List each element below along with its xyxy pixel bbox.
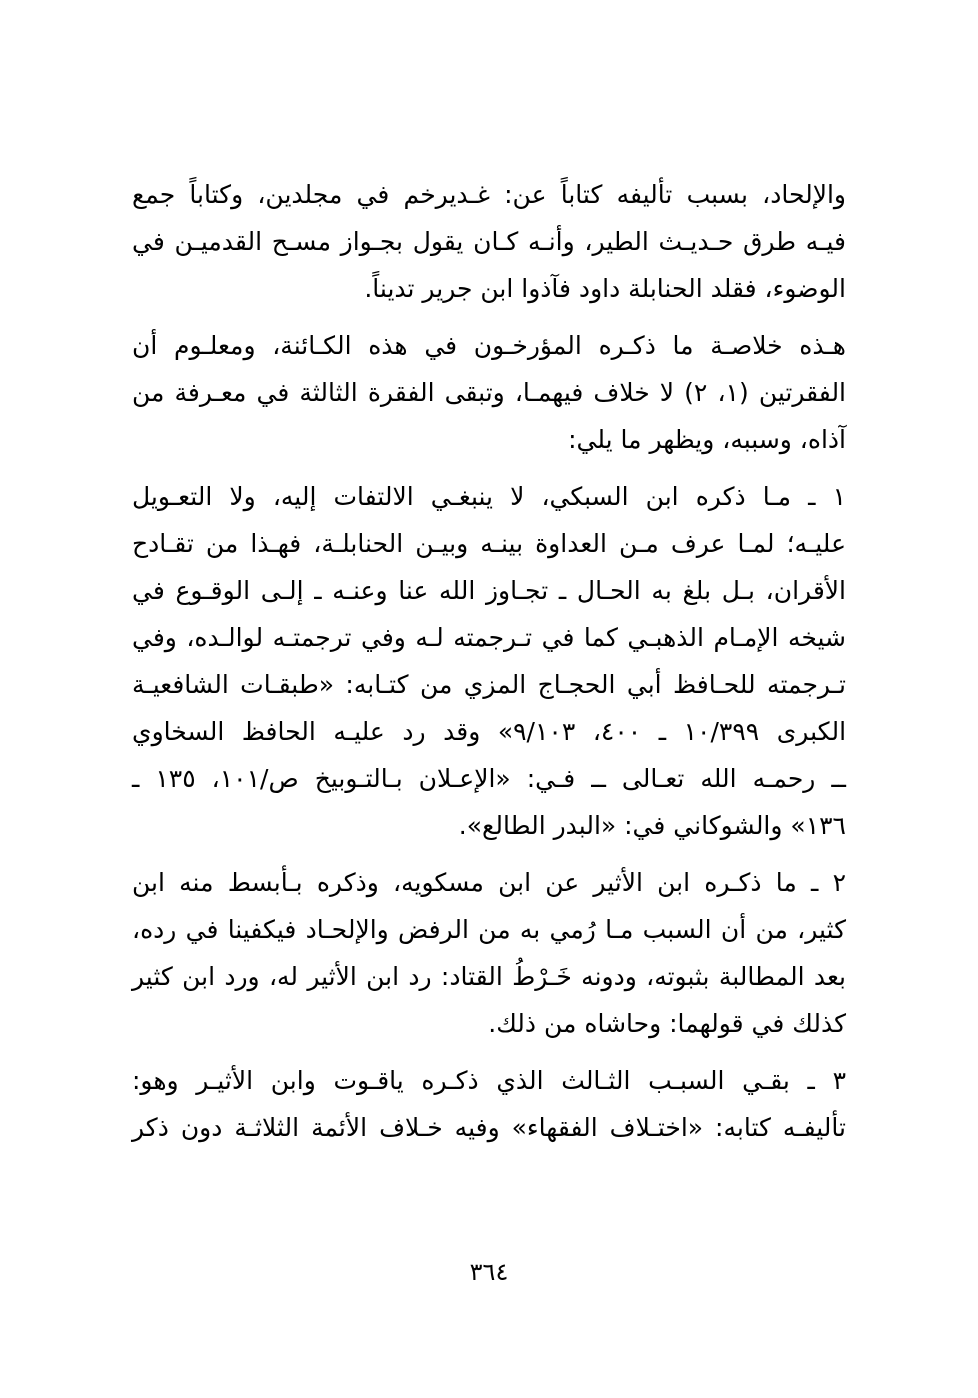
text-line: ١٣٦» والشوكاني في: «البدر الطالع». [458,811,846,840]
paragraph [132,859,846,1047]
text-line: والإلحاد، بسبب تأليفه كتاباً عن: غـديرخم في مجلدين، وكتاباً جمع [132,180,846,209]
paragraph [132,1057,846,1151]
text-line: ٢ ـ ما ذكـره ابن الأثير عن ابن مسكويه، وذكره بـأبسط منه ابن [132,868,846,897]
text-line: ١ ـ مـا ذكره ابن السبكي، لا ينبغـي الالتفات إليه، ولا التعـويل [132,482,846,511]
text-line: الأقران، بـل بلغ به الحـال ـ تجـاوز الله عنا وعنـه ـ إلـى الوقـوع في [132,576,846,605]
page-number: ٣٦٤ [469,1258,509,1286]
text-line: كذلك في قولهما: وحاشاه من ذلك. [488,1009,846,1038]
text-line: الوضوء، فقلد الحنابلة داود فآذوا ابن جرير تديناً. [364,274,846,303]
text-line: بعد المطالبة بثبوته، ودونه خَـرْطُ القتاد: رد ابن الأثير له، ورد ابن كثير [132,962,846,991]
paragraph [132,322,846,463]
text-line: الكبرى ١٠/٣٩٩ ـ ٤٠٠، ٩/١٠٣» وقد رد عليـه الحافظ السخاوي [132,717,847,746]
paragraph [132,473,846,849]
text-line: آذاه، وسببه، ويظهر ما يلي: [568,425,846,454]
text-line: هـذه خلاصـة ما ذكـره المؤرخـون في هذه الكـائنة، ومعلـوم أن [132,331,846,360]
paragraph [132,171,846,312]
text-line: تأليفـه كتابه: «اختـلاف الفقهاء» وفيه خـلاف الأئمة الثلاثـة دون ذكر [132,1113,846,1142]
text-line: ٣ ـ بقـي السبـب الثـالث الذي ذكـره ياقـوت وابن الأثيـر وهو: [132,1066,846,1095]
text-line: ــ رحمـه الله تعـالى ــ فـي: «الإعـلان بـالتـوبيخ ص/١٠١، ١٣٥ ـ [132,764,847,793]
text-line: فيـه طرق حـديـث الطير، وأنـه كـان يقول بجـواز مسـح القدميـن في [132,227,846,256]
text-line: شيخه الإمـام الذهبـي كما في تـرجمته لـه وفي ترجمتـه لوالـده، وفي [132,623,846,652]
text-line: الفقرتين (١، ٢) لا خلاف فيهمـا، وتبقى الفقرة الثالثة في معـرفة من [132,378,847,407]
text-line: عليـه؛ لمـا عرف مـن العداوة بينـه وبيـن الحنابلـة، فهـذا من تقـادح [132,529,846,558]
text-line: كثير، من أن السبب مـا رُمي به من الرفض والإلحـاد فيكفينا في رده، [132,915,846,944]
text-line: تـرجمته للحـافظ أبي الحجـاج المزي من كتـابه: «طبقـات الشافعيـة [132,670,846,699]
body-text [132,171,846,1161]
